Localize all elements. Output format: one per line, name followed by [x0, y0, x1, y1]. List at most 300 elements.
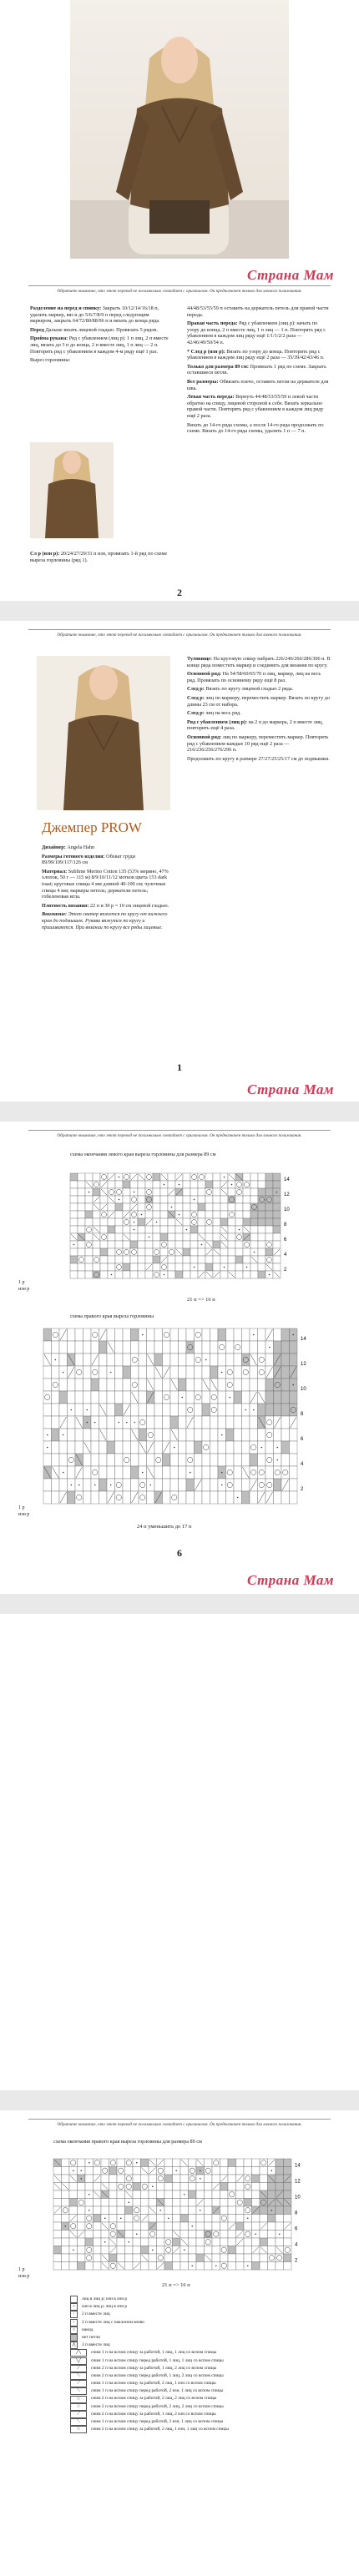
chart-cell [62, 2254, 70, 2262]
chart-cell [173, 2183, 181, 2191]
chart-cell [141, 2231, 149, 2239]
chart-cell [243, 1173, 250, 1181]
chart-cell [268, 2246, 276, 2255]
purl-symbol [136, 2233, 138, 2235]
chart-cell [205, 2222, 213, 2231]
chart-cell [78, 1226, 85, 1233]
chart-cell [183, 1203, 190, 1211]
chart-cell [189, 2183, 197, 2191]
chart-cell [168, 1233, 175, 1241]
chart-cell [260, 2183, 268, 2191]
chart-cell [138, 1226, 145, 1233]
paragraph: Размеры готового изделия: Обхват груди 89/99/109/117/126 см [42, 853, 135, 866]
purl-symbol [279, 2233, 281, 2235]
chart-cell [196, 2222, 205, 2231]
chart-cell [273, 1173, 281, 1181]
chart-cell [273, 1241, 281, 1248]
purl-symbol [47, 1434, 48, 1436]
chart-cell [173, 2206, 181, 2215]
chart-cell [99, 1454, 108, 1466]
purl-symbol [221, 1485, 223, 1486]
chart-cell [243, 1256, 250, 1263]
chart-cell [115, 1256, 123, 1263]
chart-cell [195, 1416, 203, 1429]
chart-cell [213, 1233, 220, 1241]
chart-cell [153, 1203, 160, 1211]
chart-cell [91, 1429, 99, 1441]
chart-cell [236, 2254, 245, 2262]
chart-cell [205, 1256, 213, 1263]
purl-symbol [221, 1472, 223, 1474]
row-number-label: 2 [295, 2258, 298, 2264]
chart-cell [179, 1479, 187, 1491]
translation-notice: Обратите внимание, что этот перевод не посимвольно совпадает с оригиналом. Он предназначен только для личного пользования. [57, 1133, 302, 1138]
chart-cell [284, 2183, 292, 2191]
purl-symbol [73, 1244, 75, 1246]
chart-cell [78, 2215, 86, 2223]
chart-cell [190, 1271, 198, 1278]
chart-cell [149, 2190, 157, 2199]
chart-cell [100, 1218, 108, 1226]
chart-cell [164, 2254, 173, 2262]
chart-cell [195, 1366, 203, 1379]
chart-cell [163, 1416, 171, 1429]
purl-symbol [88, 2194, 90, 2195]
chart-cell [265, 1211, 273, 1218]
purl-symbol [118, 1422, 119, 1424]
chart-cell [189, 2231, 197, 2239]
chart-cell [157, 2190, 165, 2199]
chart-cell [85, 2238, 94, 2246]
chart-cell [258, 1218, 265, 1226]
chart-cell [154, 1416, 163, 1429]
purl-symbol [134, 1222, 135, 1223]
chart-cell [212, 2254, 220, 2262]
chart-cell [268, 2222, 276, 2231]
purl-symbol [171, 1207, 173, 1208]
chart-cell [276, 2238, 284, 2246]
chart-cell [108, 1241, 115, 1248]
chart-cell [100, 1248, 108, 1256]
chart-cell [175, 1196, 183, 1203]
chart-cell [265, 1248, 273, 1256]
chart-cell [138, 1241, 145, 1248]
chart-cell [139, 1366, 147, 1379]
purl-symbol [255, 2233, 256, 2235]
chart-cell [59, 1454, 68, 1466]
chart-cell [265, 1181, 273, 1188]
chart-cell [205, 1203, 213, 1211]
chart-cell [123, 1479, 131, 1491]
legend-item [70, 2319, 337, 2326]
chart-cell [258, 1241, 265, 1248]
model-photo [37, 656, 170, 810]
chart-cell [163, 1479, 171, 1491]
chart-cell [154, 1328, 163, 1341]
chart-cell [189, 2238, 197, 2246]
purl-symbol [104, 2241, 106, 2243]
chart-cell [123, 1263, 130, 1271]
chart-cell [196, 2215, 205, 2223]
paragraph: 44/48/53/55/59 п оставить на держатель петель для правой части переда. [187, 305, 329, 318]
chart-cell [68, 1441, 76, 1454]
chart-cell [141, 2222, 149, 2231]
chart-cell [268, 2183, 276, 2191]
chart-cell [83, 1328, 92, 1341]
chart-cell [220, 1196, 228, 1203]
chart-cell [83, 1354, 92, 1366]
purl-symbol [64, 2226, 66, 2227]
chart-cell [163, 1379, 171, 1391]
chart-cell [218, 1328, 226, 1341]
chart-cell [252, 2175, 260, 2183]
row-number-label: 4 [284, 1253, 287, 1258]
chart-cell [186, 1366, 195, 1379]
chart-cell [186, 1491, 195, 1504]
chart-cell [212, 2190, 220, 2199]
chart-cell [139, 1429, 147, 1441]
purl-symbol [181, 1397, 183, 1399]
chart-cell [85, 1233, 93, 1241]
purl-symbol [201, 1244, 203, 1246]
chart-cell [125, 2215, 134, 2223]
legend-item [70, 2342, 337, 2349]
divider [28, 629, 331, 630]
chart-cell [125, 2206, 134, 2215]
chart-cell [91, 1454, 99, 1466]
chart-cell [252, 2254, 260, 2262]
chart-cell [70, 1181, 78, 1188]
chart-cell [179, 1466, 187, 1479]
chart-cell [91, 1491, 99, 1504]
stitch-symbol-icon: ⟋ [70, 2365, 87, 2372]
chart-cell [212, 2222, 220, 2231]
stitch-count-note: 21 п => 16 п [187, 1297, 215, 1303]
knitting-chart-right-neck-end [45, 2154, 329, 2279]
chart-cell [243, 1248, 250, 1256]
chart-cell [228, 1241, 235, 1248]
chart-cell [130, 1271, 138, 1278]
chart-cell [198, 1196, 205, 1203]
chart-cell [234, 1391, 242, 1404]
chart-cell [107, 1441, 115, 1454]
chart-cell [75, 1391, 83, 1404]
row-number-label: 12 [301, 1362, 306, 1367]
purl-symbol [186, 1229, 188, 1231]
chart-cell [170, 1466, 179, 1479]
chart-cell [179, 1441, 187, 1454]
chart-cell [153, 1181, 160, 1188]
chart-cell [59, 1379, 68, 1391]
chart-cell [83, 1466, 92, 1479]
chart-cell [170, 1366, 179, 1379]
chart-cell [205, 1211, 213, 1218]
chart-cell [173, 2215, 181, 2223]
chart-cell [99, 1379, 108, 1391]
chart-cell [69, 2262, 78, 2271]
chart-cell [234, 1441, 242, 1454]
chart-cell [274, 1404, 282, 1416]
chart-cell [107, 1466, 115, 1479]
purl-symbol [134, 1192, 135, 1193]
chart-cell [179, 1404, 187, 1416]
purl-symbol [190, 1472, 191, 1474]
chart-cell [290, 1466, 298, 1479]
chart-cell [163, 1454, 171, 1466]
chart-cell [168, 1241, 175, 1248]
purl-symbol [269, 1347, 271, 1348]
chart-cell [228, 1248, 235, 1256]
chart-cell [154, 1429, 163, 1441]
chart-cell [43, 1328, 52, 1341]
chart-cell [236, 2262, 245, 2271]
chart-cell [220, 1218, 228, 1226]
chart-cell [117, 2175, 125, 2183]
chart-cell [258, 1271, 265, 1278]
legend-item [70, 2311, 337, 2318]
chart-cell [123, 1328, 131, 1341]
chart-cell [59, 1479, 68, 1491]
chart-cell [242, 1328, 250, 1341]
text-column-left-bottom [30, 551, 172, 566]
chart-cell [147, 1454, 155, 1466]
chart-cell [252, 2222, 260, 2231]
chart-cell [189, 2159, 197, 2167]
chart-cell [108, 1263, 115, 1271]
chart-cell [52, 1429, 60, 1441]
chart-cell [160, 1226, 168, 1233]
stitch-symbol-icon [70, 2334, 78, 2342]
chart-cell [213, 1256, 220, 1263]
chart-cell [123, 1391, 131, 1404]
translation-notice: Обратите внимание, что этот перевод не посимвольно совпадает с оригиналом. Он предназначен только для личного пользования. [57, 633, 302, 638]
chart-cell [85, 2231, 94, 2239]
chart-cell [160, 1211, 168, 1218]
chart-cell [123, 1491, 131, 1504]
chart-cell [173, 2262, 181, 2271]
purl-symbol [191, 2265, 193, 2266]
divider [28, 1130, 331, 1131]
chart-cell [109, 2183, 118, 2191]
chart-cell [70, 1256, 78, 1263]
purl-symbol [88, 1192, 90, 1193]
chart-cell [205, 2183, 213, 2191]
document-page-2 [12, 621, 347, 1101]
chart-cell [218, 1441, 226, 1454]
chart-cell [75, 1341, 83, 1354]
paragraph: Вязать до 14-го ряда схемы, а после 14-го ряда продолжать по схеме. Вязать до 14-го ряда схемы, удалить 1 п — 7 п. [187, 421, 324, 435]
legend-item [70, 2296, 337, 2303]
purl-symbol [126, 1422, 128, 1424]
chart-cell [52, 1479, 60, 1491]
chart-cell [252, 2167, 260, 2175]
purl-symbol [156, 1222, 158, 1223]
chart-cell [101, 2246, 109, 2255]
chart-cell [218, 1379, 226, 1391]
chart-cell [70, 1203, 78, 1211]
chart-cell [250, 1226, 258, 1233]
chart-cell [179, 1491, 187, 1504]
legend-label: лиц в лиц р; изн в изн р [82, 2296, 128, 2301]
chart-cell [198, 1181, 205, 1188]
chart-cell [281, 1379, 290, 1391]
chart-cell [265, 1379, 274, 1391]
purl-symbol [110, 1372, 112, 1374]
chart-cell [153, 1226, 160, 1233]
chart-cell [94, 2206, 102, 2215]
chart-cell [85, 1218, 93, 1226]
chart-cell [213, 1218, 220, 1226]
chart-cell [85, 1248, 93, 1256]
chart-cell [265, 1188, 273, 1196]
chart-cell [290, 1441, 298, 1454]
paragraph: Вырез горловины: [30, 357, 71, 364]
chart-cell [228, 2183, 236, 2191]
chart-cell [138, 1256, 145, 1263]
paragraph: Левая часть переда: Вернуть 44/48/53/55/59 п левой части обратно на спицу, лицевой стороной к себе. Вязать зеркально правой части. Повторять ряд с убавлением в каждом лиц ряду ещё 2 раза. [187, 394, 324, 419]
chart-cell [163, 1404, 171, 1416]
chart-cell [228, 1233, 235, 1241]
chart-cell [85, 2183, 94, 2191]
chart-cell [265, 1404, 274, 1416]
purl-symbol [239, 1229, 240, 1231]
purl-symbol [191, 2226, 193, 2227]
chart-cell [220, 2254, 229, 2262]
chart-cell [226, 1404, 235, 1416]
chart-cell [198, 1248, 205, 1256]
chart-cell [175, 1233, 183, 1241]
chart-cell [53, 2190, 62, 2199]
chart-cell [265, 1218, 273, 1226]
chart-cell [268, 2262, 276, 2271]
chart-cell [268, 2190, 276, 2199]
chart-cell [260, 2254, 268, 2262]
paragraph: Правая часть переда: Ряд с убавлением (лиц р): начать по узору до конца, 2 п вместе лиц, 1 п лиц — 1 п. Повторять ряд с убавлением в каждом лиц ряду ещё 1/1/1/2/2 раза — 42/46/49/50/54 п. [187, 320, 326, 345]
chart-cell [265, 1226, 273, 1233]
chart-cell [154, 1379, 163, 1391]
purl-symbol [164, 1274, 165, 1276]
chart-cell [123, 1466, 131, 1479]
row-number-label: 10 [295, 2195, 301, 2200]
chart-cell [195, 1491, 203, 1504]
legend-label: сним 1 п на вспом спицу за работой, 1 лиц, 1 лиц со вспом спицы [91, 2350, 217, 2356]
chart-cell [68, 1416, 76, 1429]
legend-item [70, 2426, 337, 2433]
chart-cell [53, 2238, 62, 2246]
legend-item [70, 2395, 337, 2402]
page-number: 6 [177, 1547, 182, 1559]
chart-cell [115, 1181, 123, 1188]
chart-cell [235, 1248, 243, 1256]
legend-label: сним 2 п на вспом спицу за работой, 1 лиц, 2 лиц со вспом спицы [91, 2365, 217, 2371]
chart-cell [107, 1391, 115, 1404]
chart-cell [125, 2231, 134, 2239]
chart-cell [228, 1203, 235, 1211]
stitch-symbol-icon: ⟍ [70, 2372, 87, 2380]
chart-cell [189, 2254, 197, 2262]
chart-cell [170, 1341, 179, 1354]
chart-cell [157, 2222, 165, 2231]
chart-cell [133, 2254, 141, 2262]
chart-cell [195, 1454, 203, 1466]
translation-notice: Обратите внимание, что этот перевод не посимвольно совпадает с оригиналом. Он предназначен только для личного пользования. [57, 289, 302, 294]
chart-cell [258, 1328, 266, 1341]
chart-cell [78, 1218, 85, 1226]
chart-cell [180, 2206, 189, 2215]
chart-cell [99, 1466, 108, 1479]
chart-cell [258, 1203, 265, 1211]
chart-cell [69, 2190, 78, 2199]
chart-cell [91, 1341, 99, 1354]
chart-cell [276, 2175, 284, 2183]
chart-cell [258, 1226, 265, 1233]
chart-cell [281, 1491, 290, 1504]
chart-cell [70, 1218, 78, 1226]
chart-cell [205, 2206, 213, 2215]
purl-symbol [63, 1434, 64, 1436]
chart-cell [70, 1271, 78, 1278]
page-number: 1 [177, 1061, 182, 1073]
chart-cell [94, 2183, 102, 2191]
chart-cell [141, 2206, 149, 2215]
chart-cell [250, 1341, 258, 1354]
chart-cell [189, 2215, 197, 2223]
chart-cell [258, 1248, 265, 1256]
chart-cell [115, 1233, 123, 1241]
chart-cell [281, 1416, 290, 1429]
chart-cell [78, 2183, 86, 2191]
knitting-chart-right-neck [37, 1323, 329, 1515]
chart-cell [78, 1211, 85, 1218]
chart-cell [234, 1466, 242, 1479]
chart-cell [123, 1366, 131, 1379]
chart-cell [196, 2238, 205, 2246]
chart-cell [145, 1256, 153, 1263]
chart-cell [281, 1354, 290, 1366]
purl-symbol [88, 2210, 90, 2211]
chart-cell [205, 2199, 213, 2207]
purl-symbol [88, 2162, 90, 2164]
chart-cell [250, 1233, 258, 1241]
purl-symbol [292, 1384, 294, 1386]
chart-cell [205, 1181, 213, 1188]
chart-cell [131, 1341, 139, 1354]
chart-cell [85, 1196, 93, 1203]
chart-cell [226, 1491, 235, 1504]
chart-cell [108, 1203, 115, 1211]
chart-cell [228, 1256, 235, 1263]
chart-cell [68, 1328, 76, 1341]
chart-cell [93, 1248, 100, 1256]
purl-symbol [142, 1334, 144, 1336]
chart-cell [75, 1354, 83, 1366]
chart-cell [205, 1196, 213, 1203]
purl-symbol [254, 1252, 255, 1253]
chart-cell [141, 2190, 149, 2199]
chart-cell [273, 1203, 281, 1211]
chart-cell [186, 1429, 195, 1441]
row-start-label: 1 р [18, 1280, 25, 1285]
chart-cell [115, 1466, 124, 1479]
chart-cell [115, 1441, 124, 1454]
chart-cell [260, 2238, 268, 2246]
chart-cell [138, 1233, 145, 1241]
chart-cell [242, 1479, 250, 1491]
chart-cell [244, 2222, 252, 2231]
chart-cell [234, 1429, 242, 1441]
chart-cell [149, 2199, 157, 2207]
chart-cell [183, 1233, 190, 1241]
